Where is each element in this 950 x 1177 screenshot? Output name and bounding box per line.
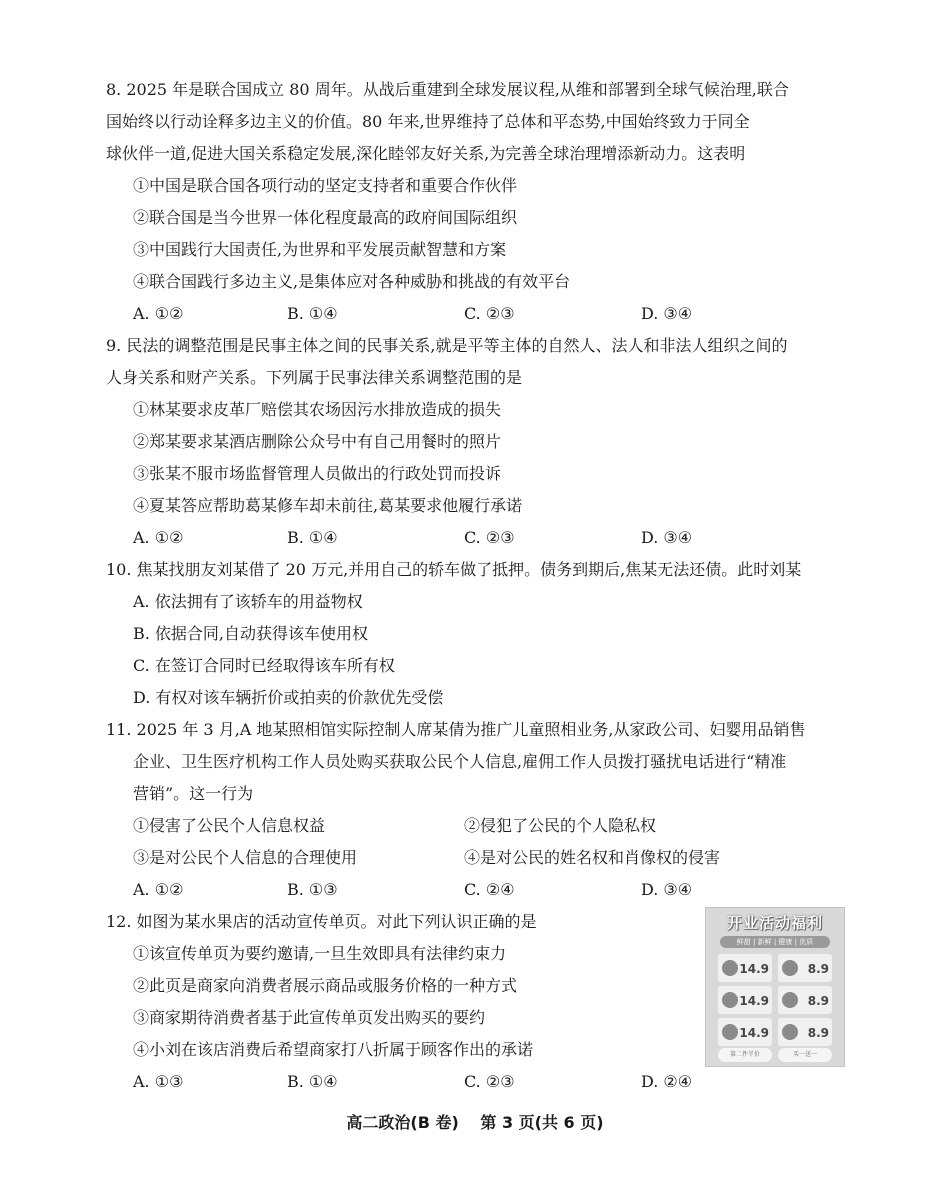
q9-option-2: ②郑某要求某酒店删除公众号中有自己用餐时的照片 [133,432,502,451]
q11-stem-line-1: 11. 2025 年 3 月,A 地某照相馆实际控制人席某倩为推广儿童照相业务,从家政公司、妇婴用品销售 [106,720,806,739]
q9-option-3: ③张某不服市场监督管理人员做出的行政处罚而投诉 [133,464,502,483]
q9-choice-c: C. ②③ [464,528,515,547]
q9-choice-a: A. ①② [133,528,184,547]
fruit-icon [782,1024,798,1040]
q11-choice-c: C. ②④ [464,880,515,899]
fruit-icon [722,992,738,1008]
q9-option-1: ①林某要求皮革厂赔偿其农场因污水排放造成的损失 [133,400,502,419]
flyer-cell [778,1018,832,1046]
q10-choice-c: C. 在签订合同时已经取得该车所有权 [133,656,395,675]
q9-stem-line-1: 9. 民法的调整范围是民事主体之间的民事关系,就是平等主体的自然人、法人和非法人组织之间的 [106,336,788,355]
fruit-icon [782,960,798,976]
footer-subject: 高二政治(B 卷) [346,1113,459,1132]
q8-choice-b: B. ①④ [287,304,338,323]
q11-option-3: ③是对公民个人信息的合理使用 [133,848,358,867]
q12-option-4: ④小刘在该店消费后希望商家打八折属于顾客作出的承诺 [133,1040,534,1059]
q11-choice-b: B. ①③ [287,880,338,899]
fruit-icon [722,960,738,976]
q8-stem-line-1: 8. 2025 年是联合国成立 80 周年。从战后重建到全球发展议程,从维和部署到全球气候治理,联合 [106,80,789,99]
q10-choice-b: B. 依据合同,自动获得该车使用权 [133,624,369,643]
q11-choice-d: D. ③④ [641,880,693,899]
q8-stem-line-2: 国始终以行动诠释多边主义的价值。80 年来,世界维持了总体和平态势,中国始终致力于同全 [106,112,750,131]
q8-stem-line-3: 球伙伴一道,促进大国关系稳定发展,深化睦邻友好关系,为完善全球治理增添新动力。这表明 [106,144,746,163]
page-footer [0,1110,950,1133]
q10-choice-d: D. 有权对该车辆折价或拍卖的价款优先受偿 [133,688,444,707]
q11-stem-line-2: 企业、卫生医疗机构工作人员处购买获取公民个人信息,雇佣工作人员拨打骚扰电话进行“精准 [133,752,787,771]
flyer-cell [778,986,832,1014]
flyer-bottom-offers [718,1048,832,1062]
q12-choice-b: B. ①④ [287,1072,338,1091]
q11-stem-line-3: 营销”。这一行为 [133,784,254,803]
q12-choice-c: C. ②③ [464,1072,515,1091]
q9-choice-d: D. ③④ [641,528,693,547]
footer-page-number: 第 3 页(共 6 页) [480,1113,604,1132]
flyer-cell [718,954,772,982]
fruit-shop-flyer-image [705,907,845,1067]
fruit-icon [782,992,798,1008]
q12-option-3: ③商家期待消费者基于此宣传单页发出购买的要约 [133,1008,486,1027]
q8-choice-a: A. ①② [133,304,184,323]
flyer-offer: 第二件半价 [718,1048,772,1062]
flyer-price: 14.9 [739,1026,769,1040]
q12-choice-d: D. ②④ [641,1072,693,1091]
q10-choice-a: A. 依法拥有了该轿车的用益物权 [133,592,363,611]
q12-option-1: ①该宣传单页为要约邀请,一旦生效即具有法律约束力 [133,944,507,963]
flyer-cell [718,1018,772,1046]
q11-option-1: ①侵害了公民个人信息权益 [133,816,326,835]
q11-option-2: ②侵犯了公民的个人隐私权 [464,816,657,835]
q8-choice-d: D. ③④ [641,304,693,323]
q8-option-2: ②联合国是当今世界一体化程度最高的政府间国际组织 [133,208,518,227]
q11-choice-a: A. ①② [133,880,184,899]
flyer-price: 14.9 [739,994,769,1008]
q9-choice-b: B. ①④ [287,528,338,547]
fruit-icon [722,1024,738,1040]
flyer-cell [718,986,772,1014]
flyer-cell [778,954,832,982]
q12-stem: 12. 如图为某水果店的活动宣传单页。对此下列认识正确的是 [106,912,537,931]
q10-stem: 10. 焦某找朋友刘某借了 20 万元,并用自己的轿车做了抵押。债务到期后,焦某无法还债。此时刘某 [106,560,802,579]
flyer-price: 8.9 [807,962,829,976]
flyer-offer: 买一送一 [778,1048,832,1062]
q11-option-4: ④是对公民的姓名权和肖像权的侵害 [464,848,721,867]
q8-option-3: ③中国践行大国责任,为世界和平发展贡献智慧和方案 [133,240,507,259]
flyer-price: 8.9 [807,994,829,1008]
q9-option-4: ④夏某答应帮助葛某修车却未前往,葛某要求他履行承诺 [133,496,523,515]
q8-option-1: ①中国是联合国各项行动的坚定支持者和重要合作伙伴 [133,176,518,195]
q12-choice-a: A. ①③ [133,1072,184,1091]
flyer-price: 8.9 [807,1026,829,1040]
q9-stem-line-2: 人身关系和财产关系。下列属于民事法律关系调整范围的是 [106,368,523,387]
flyer-tags: 鲜甜 | 新鲜 | 健康 | 优质 [720,936,830,948]
q12-option-2: ②此页是商家向消费者展示商品或服务价格的一种方式 [133,976,518,995]
flyer-price-grid [718,954,832,1050]
q8-choice-c: C. ②③ [464,304,515,323]
flyer-price: 14.9 [739,962,769,976]
flyer-title: 开业活动福利 [726,914,823,932]
q8-option-4: ④联合国践行多边主义,是集体应对各种威胁和挑战的有效平台 [133,272,571,291]
